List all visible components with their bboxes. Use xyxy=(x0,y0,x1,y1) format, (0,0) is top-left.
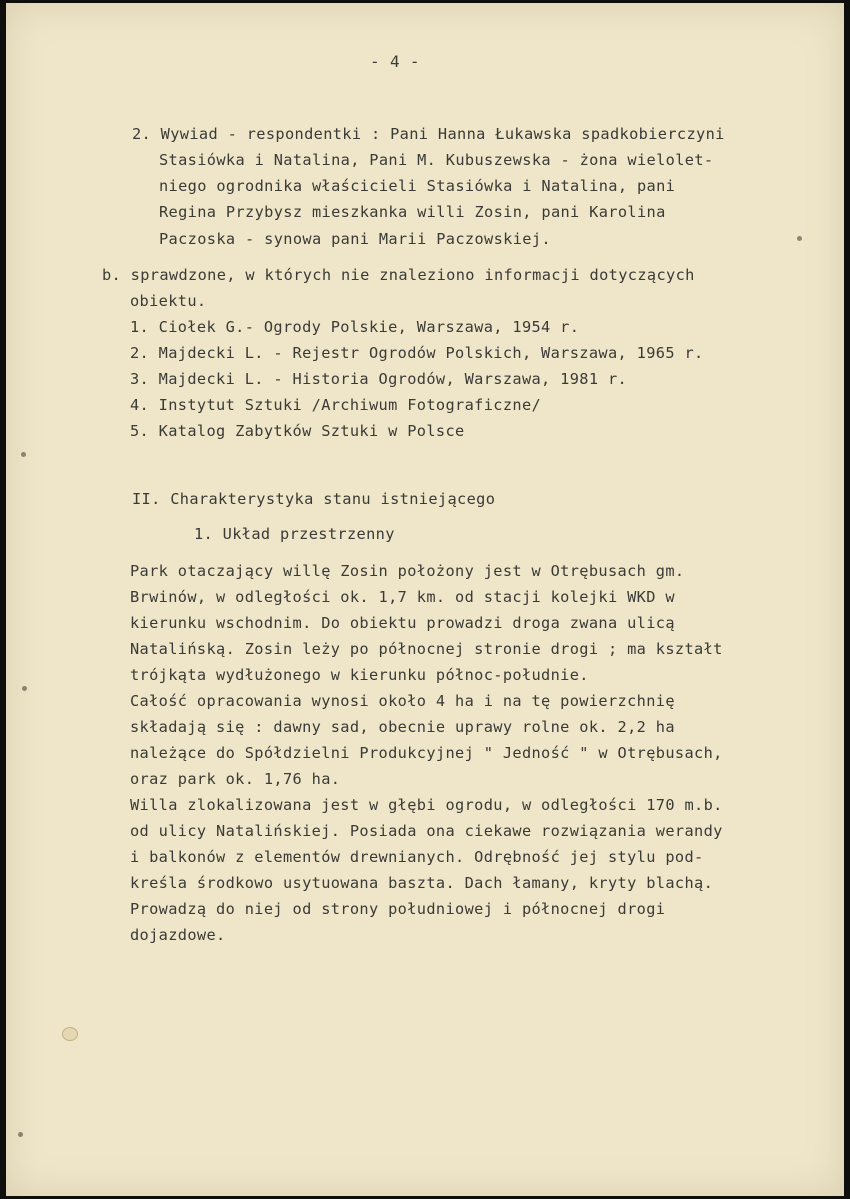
section-b-heading: b. sprawdzone, w których nie znaleziono informacji dotyczących xyxy=(102,266,695,284)
interview-item-line: Paczoska - synowa pani Marii Paczowskiej. xyxy=(159,230,551,248)
source-list-item: 2. Majdecki L. - Rejestr Ogrodów Polskich, Warszawa, 1965 r. xyxy=(130,344,704,362)
body-line: kreśla środkowo usytuowana baszta. Dach łamany, kryty blachą. xyxy=(130,874,714,892)
body-line: od ulicy Natalińskiej. Posiada ona ciekawe rozwiązania werandy xyxy=(130,822,723,840)
interview-item-line: niego ogrodnika właścicieli Stasiówka i Natalina, pani xyxy=(159,177,676,195)
source-list-item: 4. Instytut Sztuki /Archiwum Fotograficzne/ xyxy=(130,396,542,414)
body-line: kierunku wschodnim. Do obiektu prowadzi droga zwana ulicą xyxy=(130,614,675,632)
body-line: Prowadzą do niej od strony południowej i północnej drogi xyxy=(130,900,666,918)
section-ii-subheading: 1. Układ przestrzenny xyxy=(194,525,395,543)
body-line: należące do Spółdzielni Produkcyjnej " Jedność " w Otrębusach, xyxy=(130,744,723,762)
document-page xyxy=(6,3,844,1196)
section-b-heading: obiektu. xyxy=(130,292,207,310)
paper-stain xyxy=(62,1027,78,1041)
body-line: dojazdowe. xyxy=(130,926,226,944)
interview-item-line: 2. Wywiad - respondentki : Pani Hanna Łukawska spadkobierczyni xyxy=(132,125,725,143)
body-line: oraz park ok. 1,76 ha. xyxy=(130,770,341,788)
paper-speck xyxy=(22,686,27,691)
section-ii-heading: II. Charakterystyka stanu istniejącego xyxy=(132,490,496,508)
paper-speck xyxy=(797,236,802,241)
body-line: Natalińską. Zosin leży po północnej stronie drogi ; ma kształt xyxy=(130,640,723,658)
body-line: Park otaczający willę Zosin położony jest w Otrębusach gm. xyxy=(130,562,685,580)
source-list-item: 5. Katalog Zabytków Sztuki w Polsce xyxy=(130,422,465,440)
interview-item-line: Regina Przybysz mieszkanka willi Zosin, pani Karolina xyxy=(159,203,666,221)
body-line: Willa zlokalizowana jest w głębi ogrodu, w odległości 170 m.b. xyxy=(130,796,723,814)
paper-speck xyxy=(18,1132,23,1137)
paper-speck xyxy=(21,452,26,457)
page-number: - 4 - xyxy=(370,52,420,71)
interview-item-line: Stasiówka i Natalina, Pani M. Kubuszewska - żona wielolet- xyxy=(159,151,714,169)
body-line: trójkąta wydłużonego w kierunku północ-południe. xyxy=(130,666,589,684)
body-line: Całość opracowania wynosi około 4 ha i na tę powierzchnię xyxy=(130,692,675,710)
body-line: i balkonów z elementów drewnianych. Odrębność jej stylu pod- xyxy=(130,848,704,866)
body-line: składają się : dawny sad, obecnie uprawy rolne ok. 2,2 ha xyxy=(130,718,675,736)
source-list-item: 1. Ciołek G.- Ogrody Polskie, Warszawa, 1954 r. xyxy=(130,318,580,336)
source-list-item: 3. Majdecki L. - Historia Ogrodów, Warszawa, 1981 r. xyxy=(130,370,628,388)
body-line: Brwinów, w odległości ok. 1,7 km. od stacji kolejki WKD w xyxy=(130,588,675,606)
